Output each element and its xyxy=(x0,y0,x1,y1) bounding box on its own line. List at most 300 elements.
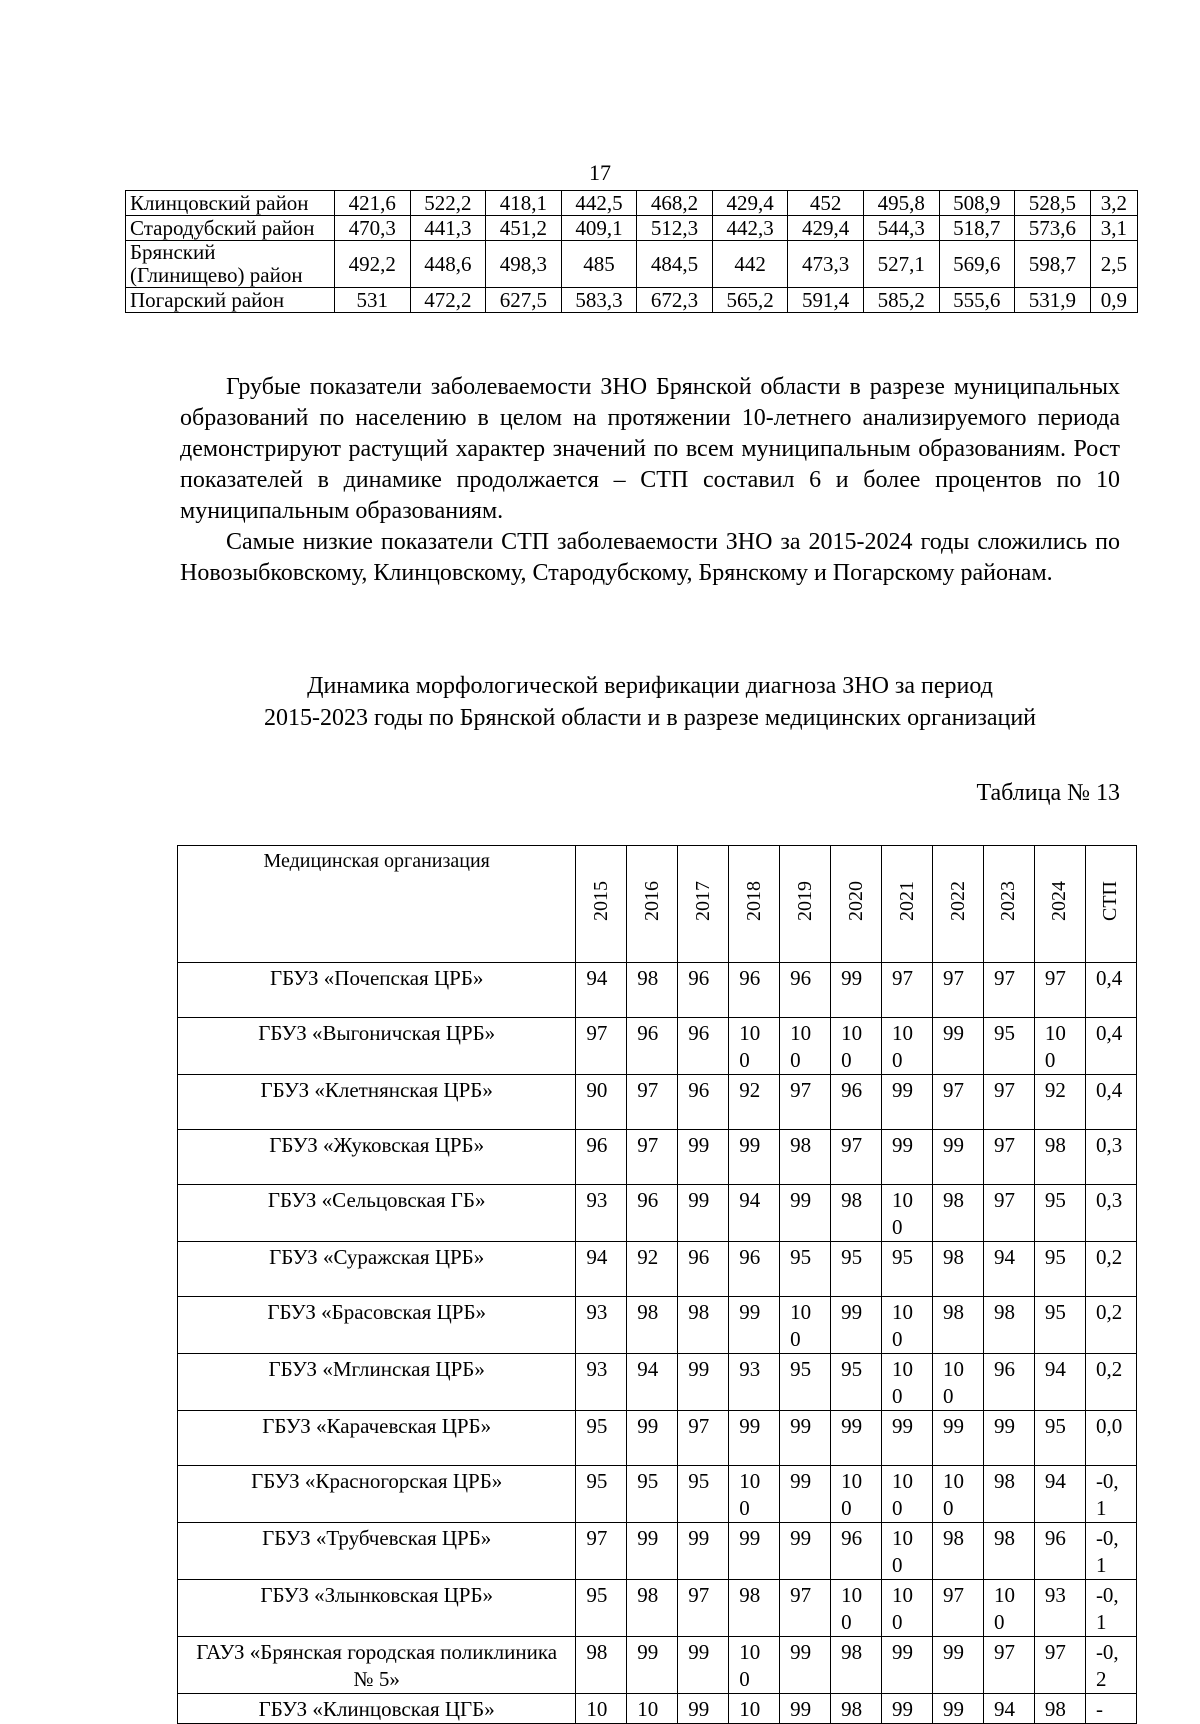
value-cell xyxy=(1034,1242,1085,1297)
year-column-header xyxy=(576,846,627,963)
cell-value: 100 xyxy=(943,1469,964,1520)
table-cell: 441,3 xyxy=(410,216,486,241)
table-cell: 569,6 xyxy=(939,241,1015,288)
table-cell: 2,5 xyxy=(1090,241,1137,288)
verification-table xyxy=(177,845,1137,1724)
cell-value: 99 xyxy=(790,1414,812,1438)
value-cell xyxy=(983,1354,1034,1411)
value-cell xyxy=(1085,1523,1136,1580)
value-cell xyxy=(678,963,729,1018)
cell-value: 99 xyxy=(739,1526,761,1550)
value-cell xyxy=(1085,963,1136,1018)
cell-value: 99 xyxy=(841,1300,863,1324)
value-cell xyxy=(780,1354,831,1411)
value-cell xyxy=(627,1523,678,1580)
cell-value: 99 xyxy=(841,1414,863,1438)
cell-value: 97 xyxy=(993,1133,1015,1157)
cell-value: 96 xyxy=(841,1078,863,1102)
value-cell xyxy=(882,1297,933,1354)
table-cell: 522,2 xyxy=(410,191,486,216)
value-cell xyxy=(729,1297,780,1354)
table-cell: 512,3 xyxy=(637,216,713,241)
cell-value: 95 xyxy=(892,1245,914,1269)
cell-value: 98 xyxy=(841,1640,863,1664)
value-cell xyxy=(983,1185,1034,1242)
cell-value: 92 xyxy=(1044,1078,1066,1102)
cell-value: 95 xyxy=(586,1414,608,1438)
year-header-label: 2022 xyxy=(946,881,969,921)
value-cell xyxy=(933,963,984,1018)
table-row xyxy=(178,1637,1137,1694)
value-cell xyxy=(1034,1354,1085,1411)
value-cell xyxy=(882,963,933,1018)
value-cell xyxy=(933,1694,984,1724)
cell-value: 100 xyxy=(892,1583,914,1634)
cell-value: 98 xyxy=(943,1300,964,1324)
cell-value: 97 xyxy=(1044,1640,1066,1664)
table-cell: 531,9 xyxy=(1015,288,1091,313)
value-cell xyxy=(882,1354,933,1411)
paragraph-1: Грубые показатели заболеваемости ЗНО Брянской области в разрезе муниципальных образований по населению в целом на протяжении 10-летнего анализируемого периода демонстрируют растущий характер значений по всем муниципальным образованиям. Рост показателей в динамике продолжается – СТП составил 6 и более процентов по 10 муниципальным образованиям. xyxy=(180,374,1120,524)
table-cell: 442 xyxy=(712,241,788,288)
org-name-cell: ГБУЗ «Карачевская ЦРБ» xyxy=(178,1411,576,1466)
table-cell: 451,2 xyxy=(486,216,562,241)
cell-value: 98 xyxy=(739,1583,761,1607)
cell-value: 99 xyxy=(943,1640,964,1664)
value-cell xyxy=(1085,1466,1136,1523)
value-cell xyxy=(780,1075,831,1130)
value-cell xyxy=(729,1580,780,1637)
cell-value: 96 xyxy=(993,1357,1015,1381)
cell-value: 98 xyxy=(841,1697,863,1721)
value-cell xyxy=(576,1580,627,1637)
table-row xyxy=(178,1694,1137,1724)
value-cell xyxy=(1085,1018,1136,1075)
value-cell xyxy=(729,1466,780,1523)
cell-value: 100 xyxy=(892,1021,914,1072)
value-cell xyxy=(627,1242,678,1297)
cell-value: 97 xyxy=(637,1078,659,1102)
cell-value: 97 xyxy=(637,1133,659,1157)
cell-value: 97 xyxy=(1044,966,1066,990)
year-column-header xyxy=(1085,846,1136,963)
cell-value: 100 xyxy=(892,1300,914,1351)
value-cell xyxy=(678,1242,729,1297)
cell-value: 96 xyxy=(637,1188,659,1212)
value-cell xyxy=(1034,963,1085,1018)
table-row xyxy=(178,1354,1137,1411)
cell-value: 98 xyxy=(637,1583,659,1607)
cell-value: 99 xyxy=(892,1640,914,1664)
org-name-cell: ГБУЗ «Сельцовская ГБ» xyxy=(178,1185,576,1242)
cell-value: 100 xyxy=(993,1583,1015,1634)
cell-value: 100 xyxy=(892,1526,914,1577)
row-label: Брянский (Глинищево) район xyxy=(126,241,335,288)
value-cell xyxy=(933,1075,984,1130)
value-cell xyxy=(627,1297,678,1354)
value-cell xyxy=(678,1466,729,1523)
cell-value: 99 xyxy=(790,1469,812,1493)
cell-value: 0,4 xyxy=(1095,1078,1123,1102)
value-cell xyxy=(831,1130,882,1185)
value-cell xyxy=(576,1523,627,1580)
cell-value: 99 xyxy=(892,1414,914,1438)
cell-value: 0,4 xyxy=(1095,966,1123,990)
value-cell xyxy=(831,1694,882,1724)
table-row xyxy=(178,1242,1137,1297)
value-cell xyxy=(831,1637,882,1694)
value-cell xyxy=(1034,1185,1085,1242)
row-label: Клинцовский район xyxy=(126,191,335,216)
cell-value: 93 xyxy=(1044,1583,1066,1607)
cell-value: -0,1 xyxy=(1095,1469,1119,1520)
cell-value: 0,0 xyxy=(1095,1414,1123,1438)
value-cell xyxy=(831,1580,882,1637)
cell-value: 94 xyxy=(586,966,608,990)
org-name-cell: ГБУЗ «Жуковская ЦРБ» xyxy=(178,1130,576,1185)
table-cell: 591,4 xyxy=(788,288,864,313)
cell-value: 98 xyxy=(943,1526,964,1550)
cell-value: 99 xyxy=(688,1357,710,1381)
value-cell xyxy=(882,1523,933,1580)
table-cell: 627,5 xyxy=(486,288,562,313)
value-cell xyxy=(882,1637,933,1694)
value-cell xyxy=(1085,1130,1136,1185)
cell-value: 95 xyxy=(1044,1414,1066,1438)
value-cell xyxy=(678,1354,729,1411)
cell-value: 97 xyxy=(688,1583,710,1607)
value-cell xyxy=(983,1694,1034,1724)
table-cell: 528,5 xyxy=(1015,191,1091,216)
table-row xyxy=(126,241,1138,288)
section-heading xyxy=(180,670,1120,734)
cell-value: 100 xyxy=(841,1583,863,1634)
cell-value: 95 xyxy=(688,1469,710,1493)
value-cell xyxy=(780,1411,831,1466)
cell-value: 92 xyxy=(637,1245,659,1269)
table-row xyxy=(178,1075,1137,1130)
year-column-header xyxy=(627,846,678,963)
value-cell xyxy=(831,1075,882,1130)
value-cell xyxy=(1085,1075,1136,1130)
value-cell xyxy=(729,1018,780,1075)
cell-value: 99 xyxy=(688,1526,710,1550)
value-cell xyxy=(627,1637,678,1694)
org-name-cell: ГБУЗ «Трубчевская ЦРБ» xyxy=(178,1523,576,1580)
table-cell: 442,5 xyxy=(561,191,637,216)
value-cell xyxy=(729,1185,780,1242)
cell-value: 95 xyxy=(841,1245,863,1269)
table-cell: 508,9 xyxy=(939,191,1015,216)
page-number: 17 xyxy=(589,160,611,185)
table-row xyxy=(178,1297,1137,1354)
value-cell xyxy=(831,1297,882,1354)
table-cell: 3,1 xyxy=(1090,216,1137,241)
value-cell xyxy=(933,1185,984,1242)
year-column-header xyxy=(780,846,831,963)
value-cell xyxy=(627,1694,678,1724)
cell-value: 99 xyxy=(739,1300,761,1324)
value-cell xyxy=(1034,1075,1085,1130)
cell-value: 99 xyxy=(892,1697,914,1721)
table-row xyxy=(126,191,1138,216)
value-cell xyxy=(780,1242,831,1297)
cell-value: 10 xyxy=(586,1697,608,1721)
table-row xyxy=(178,1466,1137,1523)
value-cell xyxy=(882,1185,933,1242)
cell-value: 96 xyxy=(688,966,710,990)
value-cell xyxy=(780,1185,831,1242)
cell-value: 95 xyxy=(1044,1188,1066,1212)
cell-value: 95 xyxy=(841,1357,863,1381)
cell-value: 99 xyxy=(790,1640,812,1664)
value-cell xyxy=(1085,1185,1136,1242)
value-cell xyxy=(1034,1580,1085,1637)
value-cell xyxy=(780,1130,831,1185)
value-cell xyxy=(729,1242,780,1297)
table-cell: 3,2 xyxy=(1090,191,1137,216)
cell-value: 99 xyxy=(993,1414,1015,1438)
value-cell xyxy=(831,1185,882,1242)
org-name-cell: ГБУЗ «Выгоничская ЦРБ» xyxy=(178,1018,576,1075)
cell-value: 100 xyxy=(892,1188,914,1239)
cell-value: 97 xyxy=(892,966,914,990)
value-cell xyxy=(729,1075,780,1130)
cell-value: 95 xyxy=(993,1021,1015,1045)
cell-value: 0,4 xyxy=(1095,1021,1123,1045)
cell-value: 0,3 xyxy=(1095,1133,1123,1157)
cell-value: 97 xyxy=(993,1188,1015,1212)
value-cell xyxy=(882,1018,933,1075)
year-header-label: 2020 xyxy=(844,881,867,921)
table-row xyxy=(126,288,1138,313)
table-row xyxy=(178,1523,1137,1580)
cell-value: 100 xyxy=(739,1469,761,1520)
cell-value: 99 xyxy=(943,1021,964,1045)
cell-value: 96 xyxy=(1044,1526,1066,1550)
value-cell xyxy=(1034,1637,1085,1694)
year-header-label: 2015 xyxy=(589,881,612,921)
cell-value: 100 xyxy=(739,1021,761,1072)
value-cell xyxy=(678,1411,729,1466)
value-cell xyxy=(576,1637,627,1694)
value-cell xyxy=(678,1130,729,1185)
value-cell xyxy=(831,1523,882,1580)
value-cell xyxy=(1085,1580,1136,1637)
cell-value: 0,2 xyxy=(1095,1357,1123,1381)
body-text xyxy=(180,372,1120,589)
cell-value: 98 xyxy=(1044,1697,1066,1721)
cell-value: 95 xyxy=(586,1583,608,1607)
value-cell xyxy=(780,1018,831,1075)
value-cell xyxy=(933,1242,984,1297)
heading-line-1: Динамика морфологической верификации диагноза ЗНО за период xyxy=(307,673,993,699)
value-cell xyxy=(729,1694,780,1724)
year-column-header xyxy=(678,846,729,963)
year-header-label: 2018 xyxy=(742,881,765,921)
value-cell xyxy=(933,1580,984,1637)
value-cell xyxy=(1034,1018,1085,1075)
cell-value: 96 xyxy=(739,1245,761,1269)
value-cell xyxy=(882,1694,933,1724)
value-cell xyxy=(780,1694,831,1724)
cell-value: 98 xyxy=(637,1300,659,1324)
value-cell xyxy=(983,1523,1034,1580)
cell-value: 98 xyxy=(688,1300,710,1324)
cell-value: 93 xyxy=(586,1357,608,1381)
table-cell: 492,2 xyxy=(335,241,411,288)
table-cell: 452 xyxy=(788,191,864,216)
value-cell xyxy=(933,1637,984,1694)
value-cell xyxy=(576,1354,627,1411)
cell-value: 95 xyxy=(790,1357,812,1381)
year-column-header xyxy=(729,846,780,963)
value-cell xyxy=(627,1185,678,1242)
cell-value: 96 xyxy=(739,966,761,990)
cell-value: 94 xyxy=(586,1245,608,1269)
value-cell xyxy=(1085,1297,1136,1354)
value-cell xyxy=(729,963,780,1018)
cell-value: 94 xyxy=(739,1188,761,1212)
table-cell: 573,6 xyxy=(1015,216,1091,241)
cell-value: 97 xyxy=(943,1078,964,1102)
value-cell xyxy=(576,1018,627,1075)
cell-value: 97 xyxy=(586,1526,608,1550)
cell-value: 100 xyxy=(892,1357,914,1408)
table-row xyxy=(178,1130,1137,1185)
value-cell xyxy=(831,1018,882,1075)
table-row xyxy=(178,1411,1137,1466)
value-cell xyxy=(831,963,882,1018)
value-cell xyxy=(882,1130,933,1185)
table-row xyxy=(178,963,1137,1018)
cell-value: 100 xyxy=(892,1469,914,1520)
value-cell xyxy=(882,1466,933,1523)
cell-value: 97 xyxy=(586,1021,608,1045)
value-cell xyxy=(729,1411,780,1466)
cell-value: 98 xyxy=(841,1188,863,1212)
cell-value: 94 xyxy=(993,1697,1015,1721)
cell-value: 99 xyxy=(739,1133,761,1157)
value-cell xyxy=(678,1580,729,1637)
paragraph-2: Самые низкие показатели СТП заболеваемости ЗНО за 2015-2024 годы сложились по Новозыбковскому, Клинцовскому, Стародубскому, Брянскому и Погарскому районам. xyxy=(180,529,1120,586)
cell-value: 97 xyxy=(790,1583,812,1607)
year-column-header xyxy=(933,846,984,963)
value-cell xyxy=(729,1130,780,1185)
table-cell: 672,3 xyxy=(637,288,713,313)
table-row xyxy=(126,216,1138,241)
table-cell: 518,7 xyxy=(939,216,1015,241)
cell-value: 99 xyxy=(790,1697,812,1721)
value-cell xyxy=(983,1018,1034,1075)
year-column-header xyxy=(1034,846,1085,963)
value-cell xyxy=(983,1466,1034,1523)
value-cell xyxy=(627,1018,678,1075)
cell-value: 100 xyxy=(841,1469,863,1520)
value-cell xyxy=(678,1637,729,1694)
value-cell xyxy=(678,1018,729,1075)
cell-value: 93 xyxy=(586,1300,608,1324)
value-cell xyxy=(831,1242,882,1297)
value-cell xyxy=(983,1297,1034,1354)
table-header-row xyxy=(178,846,1137,963)
table-cell: 565,2 xyxy=(712,288,788,313)
org-name-cell: ГАУЗ «Брянская городская поликлиника № 5» xyxy=(178,1637,576,1694)
value-cell xyxy=(678,1185,729,1242)
value-cell xyxy=(882,1242,933,1297)
cell-value: 95 xyxy=(1044,1245,1066,1269)
value-cell xyxy=(576,1242,627,1297)
value-cell xyxy=(678,1075,729,1130)
table-cell: 527,1 xyxy=(863,241,939,288)
table-cell: 495,8 xyxy=(863,191,939,216)
cell-value: 92 xyxy=(739,1078,761,1102)
year-column-header xyxy=(882,846,933,963)
table-cell: 418,1 xyxy=(486,191,562,216)
org-name-cell: ГБУЗ «Брасовская ЦРБ» xyxy=(178,1297,576,1354)
cell-value: 93 xyxy=(739,1357,761,1381)
cell-value: 94 xyxy=(993,1245,1015,1269)
cell-value: 96 xyxy=(790,966,812,990)
value-cell xyxy=(1034,1130,1085,1185)
table-cell: 555,6 xyxy=(939,288,1015,313)
cell-value: 100 xyxy=(790,1021,812,1072)
value-cell xyxy=(1085,1694,1136,1724)
cell-value: 97 xyxy=(993,1078,1015,1102)
cell-value: 99 xyxy=(688,1697,710,1721)
org-name-cell: ГБУЗ «Мглинская ЦРБ» xyxy=(178,1354,576,1411)
value-cell xyxy=(627,1354,678,1411)
cell-value: 95 xyxy=(1044,1300,1066,1324)
cell-value: 99 xyxy=(637,1526,659,1550)
cell-value: -0,1 xyxy=(1095,1583,1119,1634)
value-cell xyxy=(576,1130,627,1185)
value-cell xyxy=(882,1075,933,1130)
value-cell xyxy=(831,1411,882,1466)
table-cell: 585,2 xyxy=(863,288,939,313)
cell-value: 97 xyxy=(993,1640,1015,1664)
cell-value: 99 xyxy=(892,1078,914,1102)
cell-value: 95 xyxy=(637,1469,659,1493)
value-cell xyxy=(1034,1466,1085,1523)
year-header-label: 2024 xyxy=(1048,881,1071,921)
value-cell xyxy=(983,1242,1034,1297)
cell-value: 99 xyxy=(943,1414,964,1438)
value-cell xyxy=(729,1354,780,1411)
org-name-cell: ГБУЗ «Красногорская ЦРБ» xyxy=(178,1466,576,1523)
value-cell xyxy=(983,1411,1034,1466)
row-label: Погарский район xyxy=(126,288,335,313)
value-cell xyxy=(780,1466,831,1523)
value-cell xyxy=(1034,1297,1085,1354)
year-header-label: 2017 xyxy=(691,881,714,921)
value-cell xyxy=(831,1466,882,1523)
cell-value: 0,2 xyxy=(1095,1245,1123,1269)
year-header-label: СТП xyxy=(1099,881,1122,921)
cell-value: 96 xyxy=(586,1133,608,1157)
value-cell xyxy=(576,1297,627,1354)
value-cell xyxy=(627,1075,678,1130)
cell-value: 94 xyxy=(637,1357,659,1381)
value-cell xyxy=(831,1354,882,1411)
cell-value: 97 xyxy=(841,1133,863,1157)
table-cell: 448,6 xyxy=(410,241,486,288)
table-cell: 421,6 xyxy=(335,191,411,216)
value-cell xyxy=(627,1411,678,1466)
table-cell: 442,3 xyxy=(712,216,788,241)
cell-value: 98 xyxy=(943,1188,964,1212)
org-name-cell: ГБУЗ «Злынковская ЦРБ» xyxy=(178,1580,576,1637)
